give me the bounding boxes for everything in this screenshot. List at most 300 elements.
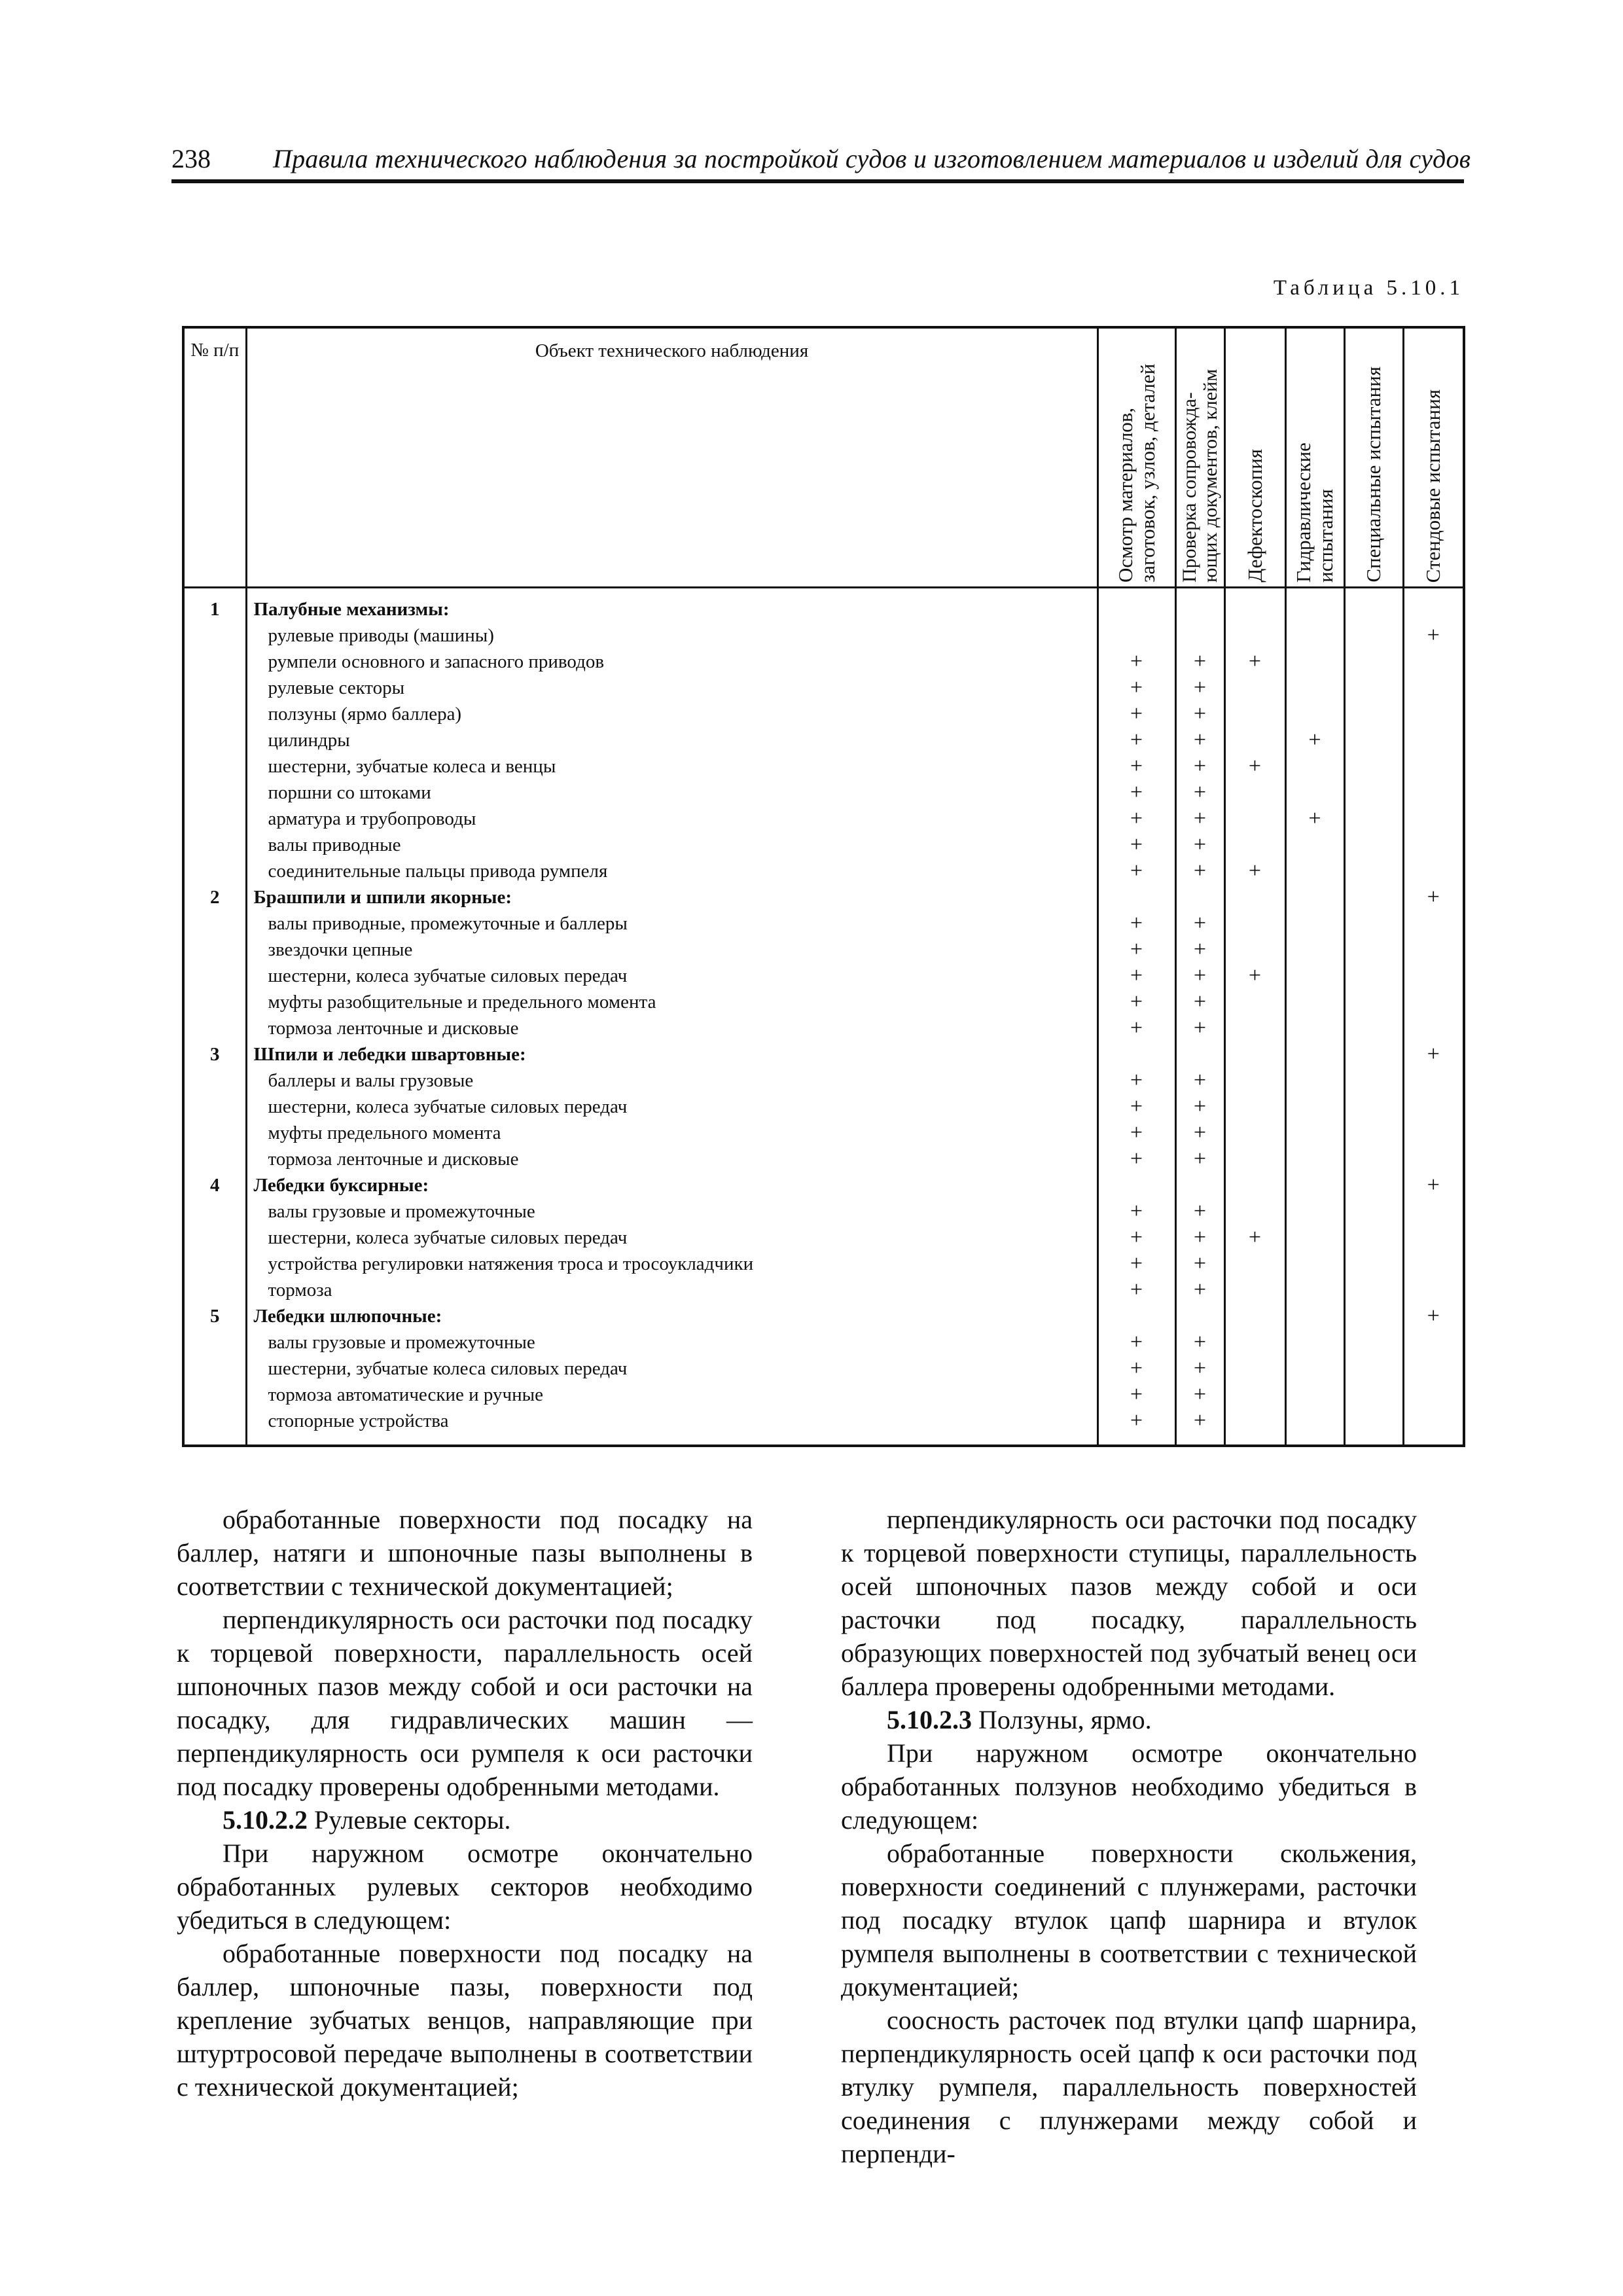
row-number [183,622,246,649]
check-mark [1403,1329,1464,1355]
check-mark [1344,727,1403,753]
check-mark [1224,1198,1285,1225]
col-header-label: Проверка сопровожда-ющих документов, клейм [1178,368,1221,583]
check-mark [1285,1041,1344,1067]
item-name: румпели основного и запасного приводов [246,649,1097,675]
check-mark: + [1175,1355,1224,1382]
table-row [183,701,1464,727]
check-mark: + [1175,1251,1224,1277]
check-mark [1224,1251,1285,1277]
item-name: шестерни, колеса зубчатые силовых передач [246,1225,1097,1251]
check-mark [1344,1355,1403,1382]
row-number [183,649,246,675]
check-mark [1285,1094,1344,1120]
table-row [183,858,1464,884]
check-mark [1403,649,1464,675]
check-mark [1285,675,1344,701]
check-mark [1344,780,1403,806]
table-row [183,1015,1464,1041]
paragraph: При наружном осмотре окончательно обработанных ползунов необходимо убедиться в следующем: [841,1738,1417,1835]
group-title: Брашпили и шпили якорные: [246,884,1097,910]
check-mark [1097,1041,1175,1067]
check-mark [1403,1277,1464,1303]
item-name: муфты разобщительные и предельного момента [246,989,1097,1015]
item-name: валы приводные [246,832,1097,858]
check-mark [1224,832,1285,858]
check-mark: + [1403,622,1464,649]
check-mark [1403,727,1464,753]
check-mark [1175,1172,1224,1198]
check-mark [1403,701,1464,727]
check-mark [1403,1355,1464,1382]
item-name: тормоза ленточные и дисковые [246,1146,1097,1172]
check-mark [1344,1251,1403,1277]
check-mark [1403,806,1464,832]
check-mark [1224,1041,1285,1067]
table-row [183,1382,1464,1408]
check-mark: + [1097,963,1175,989]
check-mark: + [1097,1408,1175,1446]
check-mark [1224,806,1285,832]
check-mark [1403,588,1464,623]
table-row [183,937,1464,963]
check-mark [1285,780,1344,806]
item-name: баллеры и валы грузовые [246,1067,1097,1094]
check-mark [1403,753,1464,780]
row-number [183,989,246,1015]
row-number [183,1225,246,1251]
check-mark [1344,1120,1403,1146]
text-column-right [841,1503,1417,2170]
col-header-bench-tests [1403,327,1464,588]
item-name: рулевые секторы [246,675,1097,701]
check-mark: + [1097,753,1175,780]
check-mark [1285,1198,1344,1225]
check-mark: + [1403,884,1464,910]
check-mark [1344,753,1403,780]
check-mark [1344,963,1403,989]
check-mark [1097,588,1175,623]
row-number [183,1329,246,1355]
check-mark [1344,1041,1403,1067]
row-number [183,1251,246,1277]
check-mark: + [1175,1067,1224,1094]
check-mark: + [1175,1277,1224,1303]
item-name: цилиндры [246,727,1097,753]
table-row [183,1225,1464,1251]
check-mark [1344,1094,1403,1120]
item-name: шестерни, зубчатые колеса силовых передач [246,1355,1097,1382]
group-title: Лебедки буксирные: [246,1172,1097,1198]
row-number [183,1094,246,1120]
table-row [183,884,1464,910]
check-mark [1285,937,1344,963]
item-name: валы грузовые и промежуточные [246,1198,1097,1225]
check-mark [1285,1251,1344,1277]
check-mark [1224,1067,1285,1094]
section-title: Рулевые секторы. [308,1805,511,1835]
section-paragraph [177,1803,753,1837]
check-mark [1097,622,1175,649]
check-mark [1224,588,1285,623]
check-mark: + [1097,1015,1175,1041]
item-name: валы приводные, промежуточные и баллеры [246,910,1097,937]
check-mark: + [1175,727,1224,753]
check-mark: + [1224,649,1285,675]
check-mark: + [1175,701,1224,727]
table-row [183,1408,1464,1446]
check-mark [1344,1408,1403,1446]
table-row [183,832,1464,858]
check-mark [1285,1329,1344,1355]
check-mark: + [1097,858,1175,884]
check-mark [1403,675,1464,701]
col-header-label: Стендовые испытания [1421,389,1445,583]
check-mark: + [1097,701,1175,727]
section-number: 5.10.2.2 [223,1805,308,1835]
group-title: Лебедки шлюпочные: [246,1303,1097,1329]
check-mark [1403,1094,1464,1120]
col-header-document-check [1175,327,1224,588]
check-mark [1403,937,1464,963]
check-mark: + [1097,910,1175,937]
check-mark [1403,910,1464,937]
table-row [183,1172,1464,1198]
table-row [183,910,1464,937]
check-mark [1224,937,1285,963]
table-row [183,622,1464,649]
check-mark [1403,832,1464,858]
check-mark: + [1097,675,1175,701]
item-name: шестерни, зубчатые колеса и венцы [246,753,1097,780]
row-number [183,1015,246,1041]
check-mark [1403,1146,1464,1172]
row-number [183,910,246,937]
check-mark [1344,884,1403,910]
col-header-label: Специальные испытания [1362,367,1385,583]
row-number [183,1067,246,1094]
check-mark: + [1175,858,1224,884]
table-row [183,989,1464,1015]
table-row [183,1277,1464,1303]
row-number: 2 [183,884,246,910]
check-mark [1285,1172,1344,1198]
check-mark [1285,858,1344,884]
row-number [183,1277,246,1303]
check-mark: + [1224,1225,1285,1251]
check-mark [1224,1408,1285,1446]
check-mark [1224,1355,1285,1382]
check-mark [1285,622,1344,649]
row-number: 1 [183,588,246,623]
item-name: устройства регулировки натяжения троса и тросоукладчики [246,1251,1097,1277]
item-name: звездочки цепные [246,937,1097,963]
table-row [183,1251,1464,1277]
check-mark: + [1175,1225,1224,1251]
check-mark [1175,588,1224,623]
check-mark: + [1175,832,1224,858]
check-mark [1285,989,1344,1015]
item-name: соединительные пальцы привода румпеля [246,858,1097,884]
text-column-left [177,1503,753,2104]
check-mark [1344,1329,1403,1355]
check-mark [1403,1408,1464,1446]
item-name: арматура и трубопроводы [246,806,1097,832]
check-mark: + [1097,1067,1175,1094]
check-mark [1097,884,1175,910]
page-header [171,139,1471,183]
check-mark [1403,1120,1464,1146]
check-mark: + [1175,675,1224,701]
table-row [183,1198,1464,1225]
check-mark [1403,963,1464,989]
table-row [183,1303,1464,1329]
check-mark: + [1224,963,1285,989]
row-number [183,1408,246,1446]
paragraph: При наружном осмотре окончательно обработанных рулевых секторов необходимо убедиться в следующем: [177,1839,753,1935]
row-number [183,937,246,963]
table-row [183,806,1464,832]
table-row [183,675,1464,701]
row-number [183,832,246,858]
check-mark [1285,1067,1344,1094]
group-title: Шпили и лебедки швартовные: [246,1041,1097,1067]
item-name: валы грузовые и промежуточные [246,1329,1097,1355]
check-mark [1285,588,1344,623]
check-mark [1224,1146,1285,1172]
check-mark: + [1097,1120,1175,1146]
table-row [183,1094,1464,1120]
check-mark [1285,832,1344,858]
table-row [183,649,1464,675]
check-mark [1344,675,1403,701]
check-mark [1403,1225,1464,1251]
check-mark: + [1097,1094,1175,1120]
check-mark: + [1097,937,1175,963]
col-header-label: Гидравлические испытания [1292,442,1337,583]
check-mark: + [1175,910,1224,937]
check-mark: + [1097,780,1175,806]
check-mark [1344,1303,1403,1329]
check-mark [1344,1277,1403,1303]
item-name: шестерни, колеса зубчатые силовых передач [246,963,1097,989]
check-mark [1403,1382,1464,1408]
check-mark: + [1097,1382,1175,1408]
check-mark [1403,989,1464,1015]
check-mark [1344,1172,1403,1198]
check-mark [1285,1015,1344,1041]
check-mark [1285,753,1344,780]
col-header-hydraulic-tests [1285,327,1344,588]
check-mark: + [1403,1172,1464,1198]
check-mark: + [1175,937,1224,963]
check-mark [1403,1067,1464,1094]
row-number [183,701,246,727]
table-caption: Таблица 5.10.1 [1273,276,1464,300]
check-mark: + [1175,780,1224,806]
check-mark: + [1175,649,1224,675]
col-header-object: Объект технического наблюдения [246,327,1097,588]
check-mark [1175,1041,1224,1067]
col-header-flaw-detection [1224,327,1285,588]
check-mark [1224,1277,1285,1303]
row-number [183,806,246,832]
row-number [183,1355,246,1382]
col-header-number: № п/п [183,327,246,588]
check-mark [1097,1172,1175,1198]
row-number: 5 [183,1303,246,1329]
inspection-table [182,326,1465,1447]
check-mark [1285,1355,1344,1382]
check-mark [1285,701,1344,727]
check-mark: + [1097,806,1175,832]
check-mark [1285,1225,1344,1251]
check-mark [1224,701,1285,727]
row-number [183,1382,246,1408]
check-mark [1344,989,1403,1015]
paragraph: перпендикулярность оси расточки под посадку к торцевой поверхности, параллельность осей шпоночных пазов между собой и оси расточки на посадку, для гидравлических машин — перпендикулярность оси румпеля к оси расточки под посадку проверены одобренными методами. [177,1605,753,1801]
row-number [183,780,246,806]
item-name: рулевые приводы (машины) [246,622,1097,649]
check-mark [1224,1120,1285,1146]
table-row [183,1120,1464,1146]
check-mark [1344,1225,1403,1251]
check-mark [1344,937,1403,963]
row-number [183,675,246,701]
check-mark: + [1175,1120,1224,1146]
check-mark [1344,910,1403,937]
check-mark: + [1097,1198,1175,1225]
check-mark [1344,858,1403,884]
check-mark: + [1175,963,1224,989]
check-mark [1097,1303,1175,1329]
check-mark [1285,1382,1344,1408]
check-mark [1344,588,1403,623]
check-mark [1285,1120,1344,1146]
check-mark [1224,780,1285,806]
check-mark [1285,1408,1344,1446]
check-mark: + [1175,1094,1224,1120]
row-number [183,727,246,753]
check-mark: + [1175,1146,1224,1172]
check-mark [1175,622,1224,649]
check-mark [1285,910,1344,937]
check-mark: + [1097,649,1175,675]
check-mark: + [1175,806,1224,832]
check-mark: + [1175,753,1224,780]
check-mark [1403,1251,1464,1277]
check-mark: + [1175,1408,1224,1446]
row-number [183,753,246,780]
check-mark [1403,1015,1464,1041]
check-mark [1285,649,1344,675]
check-mark [1175,1303,1224,1329]
paragraph: обработанные поверхности под посадку на баллер, шпоночные пазы, поверхности под крепление зубчатых венцов, направляющие при штуртросовой передаче выполнены в соответствии с технической документацией; [177,1939,753,2102]
check-mark [1224,1329,1285,1355]
check-mark: + [1097,1225,1175,1251]
check-mark: + [1097,1355,1175,1382]
table-row [183,727,1464,753]
check-mark [1344,1198,1403,1225]
check-mark: + [1224,753,1285,780]
table-row [183,963,1464,989]
check-mark: + [1097,1251,1175,1277]
check-mark: + [1097,727,1175,753]
check-mark [1224,989,1285,1015]
check-mark [1224,1172,1285,1198]
col-header-material-inspection [1097,327,1175,588]
check-mark: + [1097,1146,1175,1172]
col-header-label: Дефектоскопия [1243,449,1266,583]
check-mark: + [1403,1303,1464,1329]
check-mark [1224,622,1285,649]
paragraph: соосность расточек под втулки цапф шарнира, перпендикулярность осей цапф к оси расточки под втулку румпеля, параллельность поверхностей соединения с плунжерами между собой и перпенди- [841,2005,1417,2168]
table-row [183,753,1464,780]
col-header-special-tests [1344,327,1403,588]
check-mark [1224,1382,1285,1408]
check-mark [1403,858,1464,884]
item-name: поршни со штоками [246,780,1097,806]
check-mark [1403,1198,1464,1225]
check-mark: + [1175,1382,1224,1408]
check-mark [1344,1067,1403,1094]
item-name: тормоза ленточные и дисковые [246,1015,1097,1041]
check-mark [1344,1015,1403,1041]
group-title: Палубные механизмы: [246,588,1097,623]
section-paragraph [841,1703,1417,1736]
check-mark: + [1097,1329,1175,1355]
section-number: 5.10.2.3 [887,1705,972,1734]
row-number [183,1146,246,1172]
check-mark [1344,649,1403,675]
table-row [183,780,1464,806]
paragraph: обработанные поверхности скольжения, поверхности соединений с плунжерами, расточки под посадку втулок цапф шарнира и втулок румпеля выполнены в соответствии с технической документацией; [841,1839,1417,2001]
check-mark: + [1403,1041,1464,1067]
check-mark: + [1175,1015,1224,1041]
check-mark: + [1097,989,1175,1015]
row-number: 4 [183,1172,246,1198]
check-mark [1344,1382,1403,1408]
col-header-label: Осмотр материалов, заготовок, узлов, деталей [1113,363,1159,583]
table-row [183,1067,1464,1094]
check-mark: + [1175,1198,1224,1225]
row-number [183,1120,246,1146]
check-mark [1344,622,1403,649]
table-row [183,1041,1464,1067]
row-number: 3 [183,1041,246,1067]
row-number [183,963,246,989]
item-name: муфты предельного момента [246,1120,1097,1146]
check-mark [1224,1015,1285,1041]
table-row [183,1329,1464,1355]
check-mark: + [1285,806,1344,832]
check-mark [1224,1094,1285,1120]
check-mark: + [1175,1329,1224,1355]
item-name: стопорные устройства [246,1408,1097,1446]
check-mark [1344,701,1403,727]
table-header-row [183,327,1464,588]
running-title: Правила технического наблюдения за постройкой судов и изготовлением материалов и изделий для судов [273,144,1471,173]
table-row [183,588,1464,623]
check-mark [1175,884,1224,910]
check-mark [1344,806,1403,832]
row-number [183,858,246,884]
check-mark [1285,884,1344,910]
table-row [183,1146,1464,1172]
check-mark [1224,884,1285,910]
paragraph: перпендикулярность оси расточки под посадку к торцевой поверхности ступицы, параллельность осей шпоночных пазов между собой и оси расточки под посадку, параллельность образующих поверхностей под зубчатый венец оси баллера проверены одобренными методами. [841,1505,1417,1701]
check-mark [1403,780,1464,806]
